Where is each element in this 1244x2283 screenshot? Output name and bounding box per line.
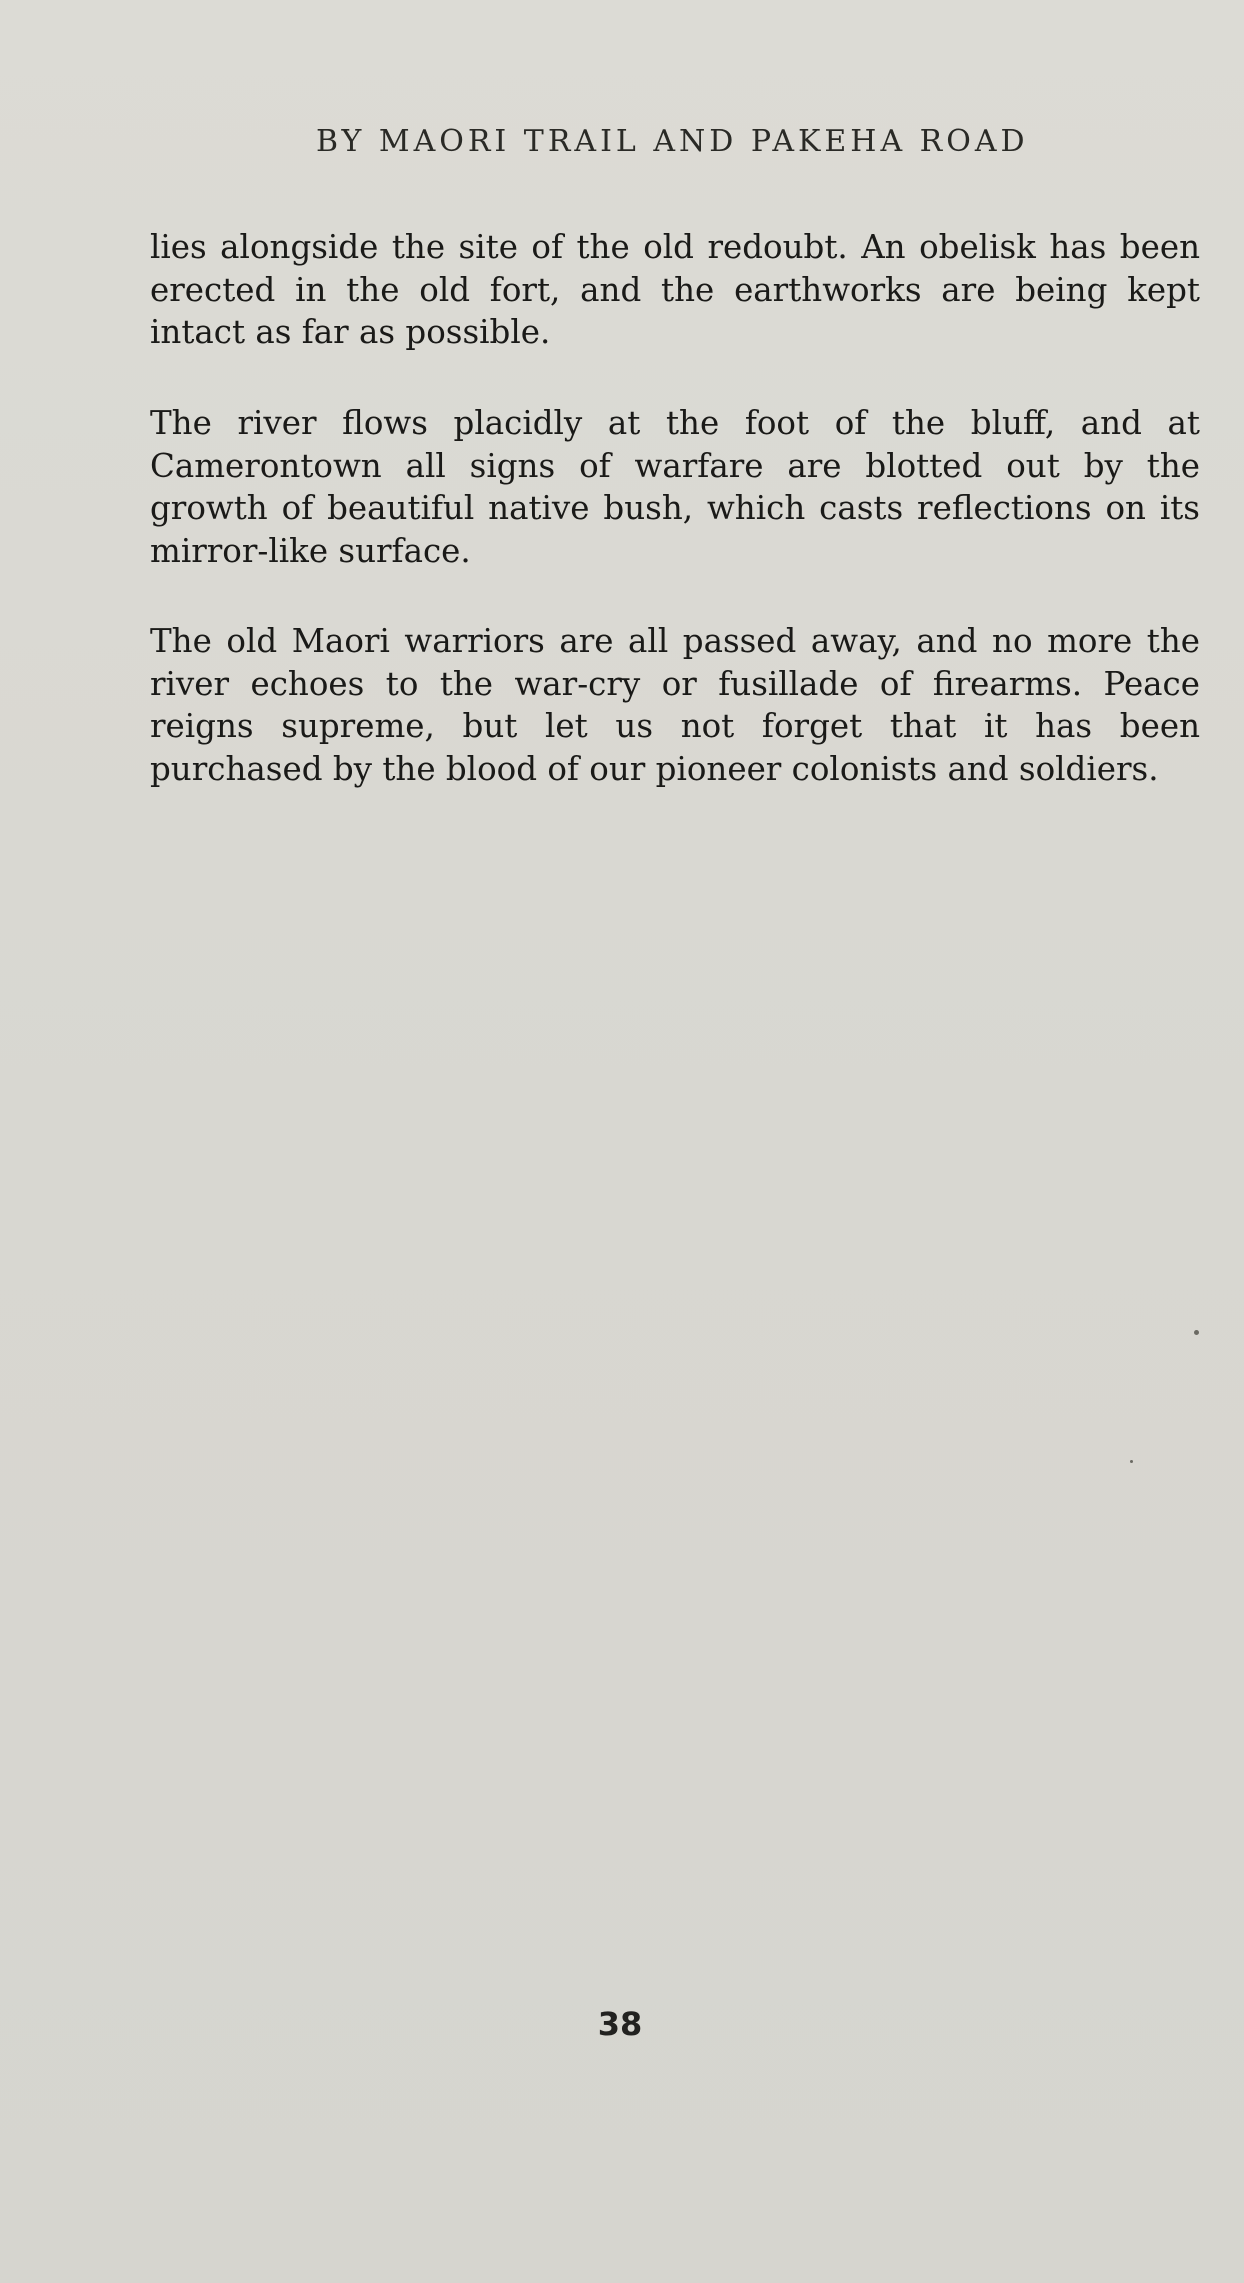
paper-speck <box>1194 1330 1199 1335</box>
paragraph-2-text: The river flows placidly at the foot of the bluff, and at Camerontown all signs of warfare are blotted out by the growth of beautiful native bush, which casts reflections on its mirror-like surface. <box>150 404 1200 570</box>
running-head: BY MAORI TRAIL AND PAKEHA ROAD <box>316 124 1029 159</box>
page-number: 38 <box>597 2005 643 2043</box>
paragraph-3-text: The old Maori warriors are all passed away, and no more the river echoes to the war-cry or fusillade of firearms. Peace reigns supreme, but let us not forget that it has been purchased by the blood of our pioneer colonists and soldiers. <box>150 622 1200 788</box>
paragraph-1 <box>150 226 1200 354</box>
paper-speck <box>1130 1460 1133 1463</box>
paragraph-1-text: lies alongside the site of the old redoubt. An obelisk has been erected in the old fort, and the earthworks are being kept intact as far as possible. <box>150 228 1200 351</box>
paragraph-3 <box>150 620 1200 790</box>
paragraph-2 <box>150 402 1200 572</box>
